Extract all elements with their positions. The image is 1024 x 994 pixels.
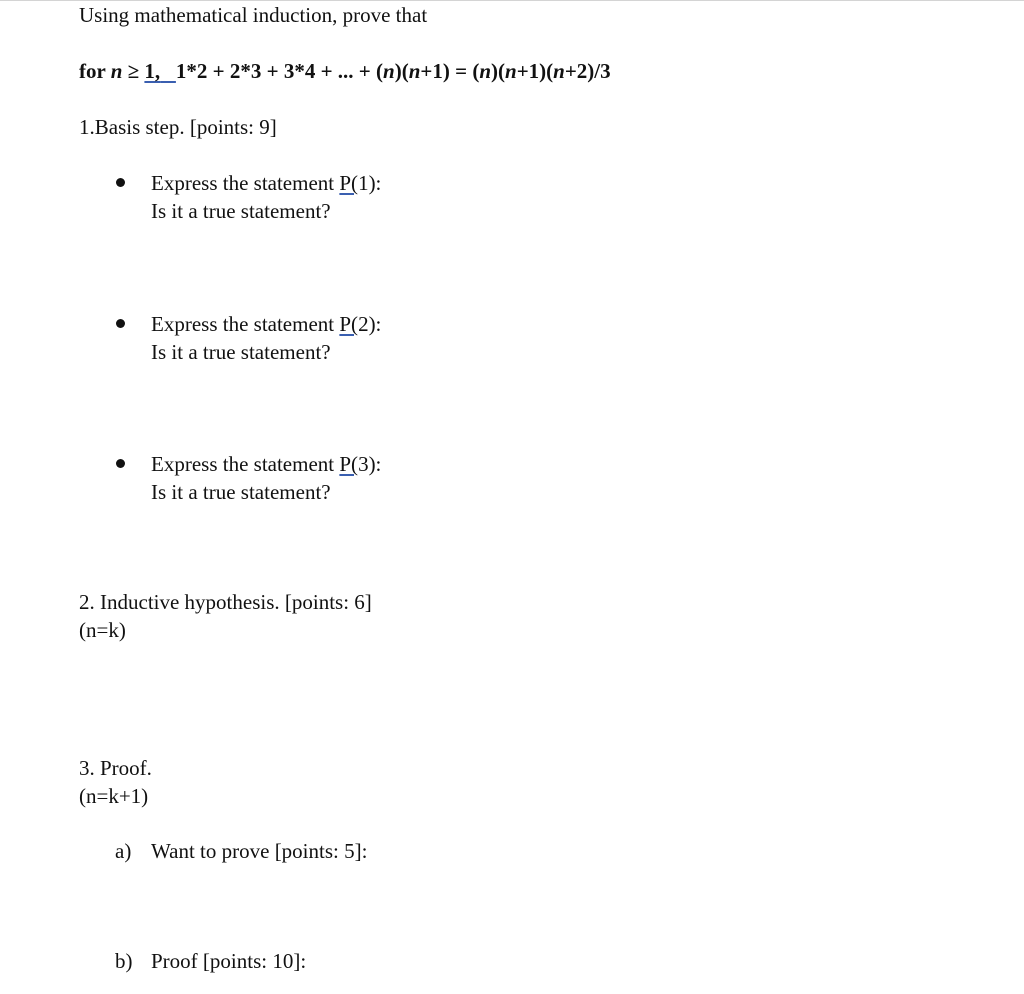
theorem-statement (79, 57, 611, 85)
basis-item-1-express (151, 169, 381, 197)
proof-case: (n=k+1) (79, 784, 149, 808)
theorem-var: n (110, 59, 123, 83)
basis-item-2-question: Is it a true statement? (151, 340, 331, 364)
hypothesis-case: (n=k) (79, 618, 126, 642)
statement-arg: 2): (358, 312, 382, 336)
bullet-icon (116, 459, 125, 468)
theorem-term: n (408, 59, 421, 83)
express-label: Express the statement (151, 452, 340, 476)
theorem-term: +1)( (516, 59, 554, 83)
intro-text: Using mathematical induction, prove that (79, 3, 428, 27)
theorem-term: n (479, 59, 491, 83)
theorem-term: n (383, 59, 395, 83)
statement-p: P( (339, 171, 359, 195)
theorem-prefix: for (79, 59, 111, 83)
proof-part-a-marker: a) (115, 839, 132, 863)
theorem-term: )( (394, 59, 409, 83)
theorem-term: )( (491, 59, 505, 83)
basis-item-2-express (151, 310, 381, 338)
statement-p: P( (339, 312, 359, 336)
proof-part-b-label: Proof [points: 10]: (151, 949, 307, 973)
bullet-icon (116, 178, 125, 187)
statement-p: P( (339, 452, 359, 476)
theorem-geq: ≥ (122, 59, 145, 83)
theorem-bound: 1, (144, 59, 161, 83)
basis-item-3-question: Is it a true statement? (151, 480, 331, 504)
express-label: Express the statement (151, 171, 340, 195)
theorem-term: n (505, 59, 517, 83)
theorem-gap (160, 59, 176, 83)
theorem-term: +1) = ( (420, 59, 480, 83)
proof-part-b-marker: b) (115, 949, 133, 973)
proof-part-a-label: Want to prove [points: 5]: (151, 839, 368, 863)
statement-arg: 3): (358, 452, 382, 476)
basis-item-1-question: Is it a true statement? (151, 199, 331, 223)
theorem-term: n (553, 59, 565, 83)
statement-arg: 1): (358, 171, 382, 195)
basis-heading: 1.Basis step. [points: 9] (79, 115, 277, 139)
hypothesis-heading: 2. Inductive hypothesis. [points: 6] (79, 590, 372, 614)
theorem-sum-start: 1*2 + 2*3 + 3*4 + ... + ( (175, 59, 384, 83)
proof-heading: 3. Proof. (79, 756, 152, 780)
bullet-icon (116, 319, 125, 328)
express-label: Express the statement (151, 312, 340, 336)
theorem-term: +2)/3 (564, 59, 611, 83)
basis-item-3-express (151, 450, 381, 478)
